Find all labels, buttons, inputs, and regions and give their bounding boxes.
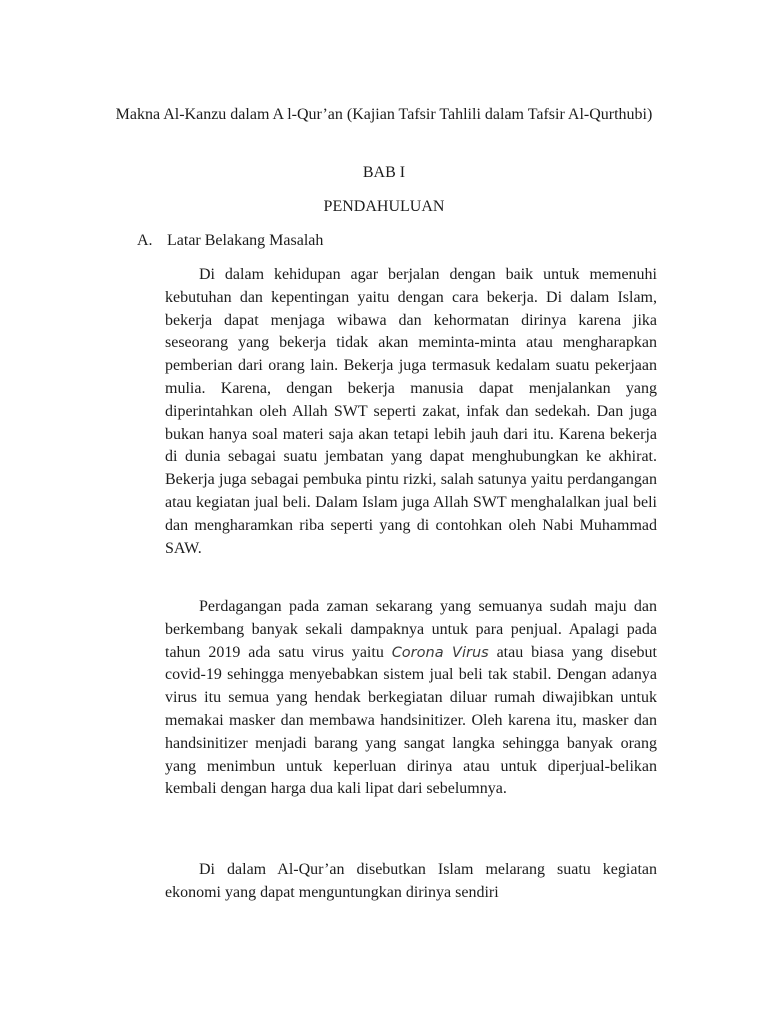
paragraph-2 bbox=[165, 596, 657, 801]
paragraph-3: Di dalam Al-Qur’an disebutkan Islam melarang suatu kegiatan ekonomi yang dapat menguntungkan dirinya sendiri bbox=[165, 861, 657, 901]
document-title: Makna Al-Kanzu dalam A l-Qur’an (Kajian Tafsir Tahlili dalam Tafsir Al-Qurthubi) bbox=[115, 106, 653, 123]
section-letter: A. bbox=[137, 232, 153, 249]
italic-term: Corona Virus bbox=[391, 644, 489, 661]
paragraph-2-text-start: Perdagangan pada zaman sekarang yang semuanya sudah maju dan berkembang banyak sekali dampaknya untuk para penjual. Apalagi pada tahun 2019 ada satu virus yaitu bbox=[165, 598, 657, 661]
section-title: Latar Belakang Masalah bbox=[167, 232, 324, 249]
section-heading bbox=[137, 230, 323, 252]
chapter-title: PENDAHULUAN bbox=[323, 198, 445, 215]
paragraph-1: Di dalam kehidupan agar berjalan dengan baik untuk memenuhi kebutuhan dan kepentingan yaitu dengan cara bekerja. Di dalam Islam, bekerja dapat menjaga wibawa dan kehormatan dirinya karena jika seseorang yang bekerja tidak akan meminta-minta atau mengharapkan pemberian dari orang lain. Bekerja juga termasuk kedalam suatu pekerjaan mulia. Karena, dengan bekerja manusia dapat menjalankan yang diperintahkan oleh Allah SWT seperti zakat, infak dan sedekah. Dan juga bukan hanya soal materi saja akan tetapi lebih jauh dari itu. Karena bekerja di dunia sebagai suatu jembatan yang dapat menghubungkan ke akhirat. Bekerja juga sebagai pembuka pintu rizki, salah satunya yaitu perdangangan atau kegiatan jual beli. Dalam Islam juga Allah SWT menghalalkan jual beli dan mengharamkan riba seperti yang di contohkan oleh Nabi Muhammad SAW. bbox=[165, 266, 657, 557]
paragraph-2-text-end: atau biasa yang disebut covid-19 sehingga menyebabkan sistem jual beli tak stabil. Dengan adanya virus itu semua yang hendak berkegiatan diluar rumah diwajibkan untuk memakai masker dan membawa handsinitizer. Oleh karena itu, masker dan handsinitizer menjadi barang yang sangat langka sehingga banyak orang yang menimbun untuk keperluan dirinya atau untuk diperjual-belikan kembali dengan harga dua kali lipat dari sebelumnya. bbox=[165, 643, 658, 798]
chapter-heading: BAB I bbox=[362, 164, 406, 181]
